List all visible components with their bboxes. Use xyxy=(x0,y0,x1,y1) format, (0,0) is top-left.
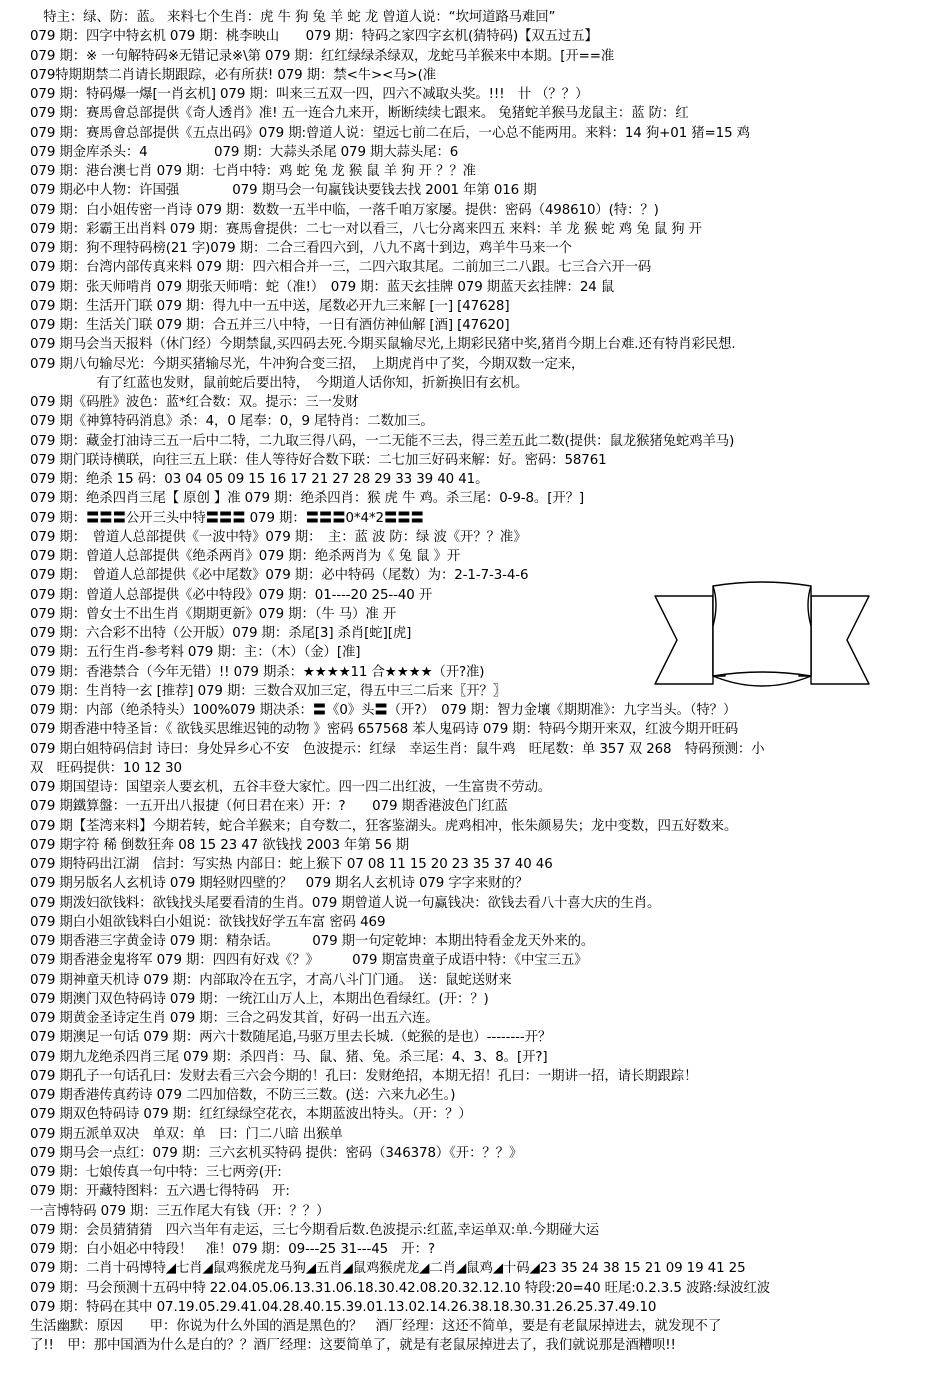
text-line: 079 期【荃湾来料】今期若转，蛇合羊猴来；自夸数二，狂客鉴湖头。虎鸡相冲，怅朱颜易失；龙中变数，四五好数来。 xyxy=(30,818,738,834)
text-line: 079 期：彩霸王出肖料 079 期：赛馬會提供：二七一对以看三，八七分离来四五 来料：羊 龙 猴 蛇 鸡 兔 鼠 狗 开 xyxy=(30,221,702,237)
text-line: 特主：绿、防：蓝。 来料七个生肖：虎 牛 狗 兔 羊 蛇 龙 曾道人说：“坎坷道路马难回” xyxy=(30,10,556,25)
text-line: 有了红蓝也发财，鼠前蛇后要出特， 今期道人话你知，折新换旧有玄机。 xyxy=(30,375,529,391)
text-line: 079 期：港台澳七肖 079 期：七肖中特：鸡 蛇 兔 龙 猴 鼠 羊 狗 开 ？？准 xyxy=(30,164,476,179)
text-line: 079 期金库杀头：4 079 期：大蒜头杀尾 079 期大蒜头尾：6 xyxy=(30,144,459,160)
text-line: 079 期另版名人玄机诗 079 期轻财四壁的？ 079 期名人玄机诗 079 字字来财的？ xyxy=(30,876,529,892)
text-line: 079 期：白小姐必中特段！ 准！079 期：09---25 31---45 开：? xyxy=(30,1242,435,1257)
text-line: 079 期： 曾道人总部提供《必中尾数》079 期：必中特码（尾数）为：2-1-7-3-4-6 xyxy=(30,568,529,584)
text-line: 079 期九龙绝杀四肖三尾 079 期：杀四肖：马、鼠、猪、兔。杀三尾：4、3、8。[开?] xyxy=(30,1049,548,1065)
text-line: 079 期《神算特码消息》杀：4，0 尾奉：0，9 尾特肖：二数加三。 xyxy=(30,414,434,430)
text-line: 079 期：六合彩不出特（公开版）079 期：杀尾[3] 杀肖[蛇][虎] xyxy=(30,626,412,641)
text-line: 079 期：会员猜猜猜 四六当年有走运，三七今期看后数.色波提示:红蓝,幸运单双:单.今期碰大运 xyxy=(30,1222,600,1238)
text-line: 079 期：特码在其中 07.19.05.29.41.04.28.40.15.39.01.13.02.14.26.38.18.30.31.26.25.37.49.10 xyxy=(30,1299,657,1315)
text-line: 079 期字符 稀 倒数狂奔 08 15 23 47 欲钱找 2003 年第 56 期 xyxy=(30,837,410,853)
text-line: 079 期：内部（绝杀特头）100%079 期决杀：〓《0》头〓（开?） 079 期：智力金壤《期期准》：九字当头。（特？） xyxy=(30,703,737,718)
text-line: 079 期：特码爆一爆[一肖玄机] 079 期：叫来三五双一四，四六不减取头奖。!!! 卄 （？？） xyxy=(30,87,589,102)
text-line: 079 期双色特码诗 079 期：红红绿绿空花衣，本期蓝波出特头。（开：？） xyxy=(30,1107,472,1123)
text-line: 079 期：生活开门联 079 期：得九中一五中送，尾数必开九三来解 [一] [47628] xyxy=(30,298,510,314)
text-line: 了!! 甲：那中国酒为什么是白的？？酒厂经理：这要简单了，就是有老鼠尿掉进去了，我们就说那是酒糟呗!! xyxy=(30,1338,676,1354)
text-line: 079 期：曾道人总部提供《必中特段》079 期：01----20 25--40 开 xyxy=(30,587,433,603)
text-line: 079 期神童天机诗 079 期：内部取冷在五字，才高八斗门门通。 送：鼠蛇送财来 xyxy=(30,972,512,988)
text-line: 079 期：生活关门联 079 期：合五并三八中特，一日有酒仿神仙解 [酒] [47620] xyxy=(30,318,510,333)
text-line: 079 期：〓〓〓公开三头中特〓〓〓 079 期：〓〓〓0*4*2〓〓〓 xyxy=(30,510,424,526)
text-line: 079 期香港金鬼将军 079 期：四四有好戏《？》 079 期富贵童子成语中特：《中宝三五》 xyxy=(30,953,588,969)
text-line: 079 期：赛馬會总部提供《奇人透肖》准! 五一连合九来开，断断续续七跟来。 兔猪蛇羊猴马龙鼠主：蓝 防：红 xyxy=(30,106,689,122)
text-line: 079 期：绝杀四肖三尾【 原创 】准 079 期：绝杀四肖：猴 虎 牛 鸡。杀三尾：0-9-8。[开？] xyxy=(30,491,585,507)
text-line: 079 期鐵算盤：一五开出八报捷（何日君在来）开：? 079 期香港波色门红蓝 xyxy=(30,799,508,815)
text-line: 079 期国望诗：国望亲人要玄机，五谷丰登大家忙。四一四二出红波，一生富贵不劳动。 xyxy=(30,780,552,795)
text-line: 079 期香港传真药诗 079 二四加倍数，不防三三数。(送：六来九必生。) xyxy=(30,1088,456,1103)
text-line: 079 期：五行生肖-参考料 079 期：主：（木）（金）[准] xyxy=(30,645,361,661)
text-line: 生活幽默：原因 甲：你说为什么外国的酒是黑色的？ 酒厂经理：这还不简单，要是有老鼠尿掉进去，就发现不了 xyxy=(30,1319,722,1334)
text-line: 079 期：开藏特图料：五六遇七得特码 开: xyxy=(30,1184,290,1200)
text-line: 079 期澳门双色特码诗 079 期：一统江山万人上，本期出色看绿红。(开：？) xyxy=(30,991,489,1007)
text-line: 双 旺码提供：10 12 30 xyxy=(30,760,182,776)
text-line: 079 期：四字中特玄机 079 期：桃李映山 079 期：特码之家四字玄机(猜特码)【双五过五】 xyxy=(30,29,598,45)
text-line: 079 期：曾女士不出生肖《期期更新》079 期：（牛 马）准 开 xyxy=(30,606,397,622)
text-line: 079 期马会一点红：079 期：三六玄机买特码 提供：密码（346378）《开：？？》 xyxy=(30,1145,523,1161)
text-line: 079 期：七娘传真一句中特：三七两旁(开: xyxy=(30,1165,282,1180)
text-line: 079 期：二肖十码博特◢七肖◢鼠鸡猴虎龙马狗◢五肖◢鼠鸡猴虎龙◢二肖◢鼠鸡◢十码◢23 35 24 38 15 21 09 19 41 25 xyxy=(30,1261,746,1277)
text-line: 079 期：※ 一句解特码※无错记录※\第 079 期：红红绿绿杀绿双，龙蛇马羊猴来中本期。[开==准 xyxy=(30,48,615,64)
ribbon-banner-graphic xyxy=(653,576,871,706)
text-line: 079 期：马会预测十五码中特 22.04.05.06.13.31.06.18.30.42.08.20.32.12.10 特段:20=40 旺尾:0.2.3.5 波路:绿波红波 xyxy=(30,1280,771,1296)
text-line: 079 期：生肖特一玄 [推荐] 079 期：三数合双加三定，得五中三二后来〖开？〗 xyxy=(30,683,507,699)
text-line: 079 期特码出江湖 信封：写实热 内部日：蛇上猴下 07 08 11 15 20 23 35 37 40 46 xyxy=(30,857,553,872)
text-line: 079 期门联诗横联，向往三五上联：佳人等待好合数下联：二七加三好码来解：好。密码：58761 xyxy=(30,452,607,468)
text-line: 079 期：赛馬會总部提供《五点出码》079 期:曾道人说：望远七前二在后，一心总不能两用。来料：14 狗+01 猪=15 鸡 xyxy=(30,125,750,141)
text-line: 079 期香港中特圣旨：《 欲钱买思维迟钝的动物 》密码 657568 苯人鬼码诗 079 期：特码今期开来双，红波今期开旺码 xyxy=(30,722,739,738)
text-line: 079 期白小姐欲钱料白小姐说：欲钱找好学五车富 密码 469 xyxy=(30,914,386,930)
text-line: 079 期澳足一句话 079 期：两六十数随尾追,马驱万里去长城.（蛇猴的是也）--------开？ xyxy=(30,1030,552,1046)
text-line: 079 期泼妇欲钱料：欲钱找头尾要看清的生肖。079 期曾道人说一句赢钱决：欲钱去看八十喜大庆的生肖。 xyxy=(30,895,661,911)
text-line: 一言博特码 079 期：三五作尾大有钱（开：？？） xyxy=(30,1203,330,1219)
text-line: 079 期黄金圣诗定生肖 079 期：三合之码发其首，好码一出五六连。 xyxy=(30,1011,439,1026)
text-line: 079 期马会当天报料（休门经）今期禁鼠,买四码去死.今期买鼠输尽光,上期彩民猪中奖,猪肖今期上台难.还有特肖彩民想. xyxy=(30,337,736,353)
text-line: 079特期期禁二肖请长期跟踪，必有所获! 079 期：禁<牛><马>(准 xyxy=(30,67,437,83)
text-line: 079 期：张天师啃肖 079 期张天师啃：蛇（准!） 079 期：蓝天玄挂牌 079 期蓝天玄挂牌：24 鼠 xyxy=(30,279,615,295)
text-line: 079 期： 曾道人总部提供《一波中特》079 期： 主：蓝 波 防：绿 波《开？？准》 xyxy=(30,529,527,545)
text-line: 079 期：台湾内部传真来料 079 期：四六相合并一三，二四六取其尾。二前加三二八跟。七三合六开一码 xyxy=(30,260,652,276)
text-line: 079 期孔子一句话孔曰：发财去看三六会今期的！孔曰：发财绝招，本期无招！孔曰：一期讲一招，请长期跟踪！ xyxy=(30,1068,698,1084)
text-line: 079 期必中人物：许国强 079 期马会一句赢钱诀要钱去找 2001 年第 016 期 xyxy=(30,183,537,199)
text-line: 079 期白姐特码信封 诗曰：身处异乡心不安 色波提示：红绿 幸运生肖：鼠牛鸡 旺尾数：单 357 双 268 特码预测：小 xyxy=(30,741,765,757)
text-line: 079 期：白小姐传密一肖诗 079 期：数数一五半中临，一落千咱万家屡。提供：密码（498610）(特：？) xyxy=(30,202,659,218)
text-line: 079 期八句输尽光：今期买猪输尽光，牛冲狗合变三招， 上期虎肖中了奖，今期双数一定来， xyxy=(30,356,585,372)
text-line: 079 期：藏金打油诗三五一后中二特，二九取三得八码，一二无能不三去，得三差五此二数(提供：鼠龙猴猪兔蛇鸡羊马) xyxy=(30,433,735,449)
text-line: 079 期：曾道人总部提供《绝杀两肖》079 期：绝杀两肖为《 兔 鼠 》开 xyxy=(30,549,461,564)
text-line: 079 期：绝杀 15 码：03 04 05 09 15 16 17 21 27 28 29 33 39 40 41。 xyxy=(30,472,489,487)
text-line: 079 期五派单双决 单双：单 曰：门二八暗 出猴单 xyxy=(30,1126,343,1142)
text-line: 079 期：狗不理特码榜(21 字)079 期：二合三看四六到，八九不离十到边，鸡羊牛马来一个 xyxy=(30,241,572,256)
text-line: 079 期香港三字黄金诗 079 期：精杂话。 079 期一句定乾坤：本期出特看金龙天外来的。 xyxy=(30,934,595,949)
text-line: 079 期：香港禁合（今年无错）!! 079 期杀：★★★★11 合★★★★（开?准) xyxy=(30,664,485,680)
text-line: 079 期《码胜》波色：蓝*红合数：双。提示：三一发财 xyxy=(30,395,359,410)
